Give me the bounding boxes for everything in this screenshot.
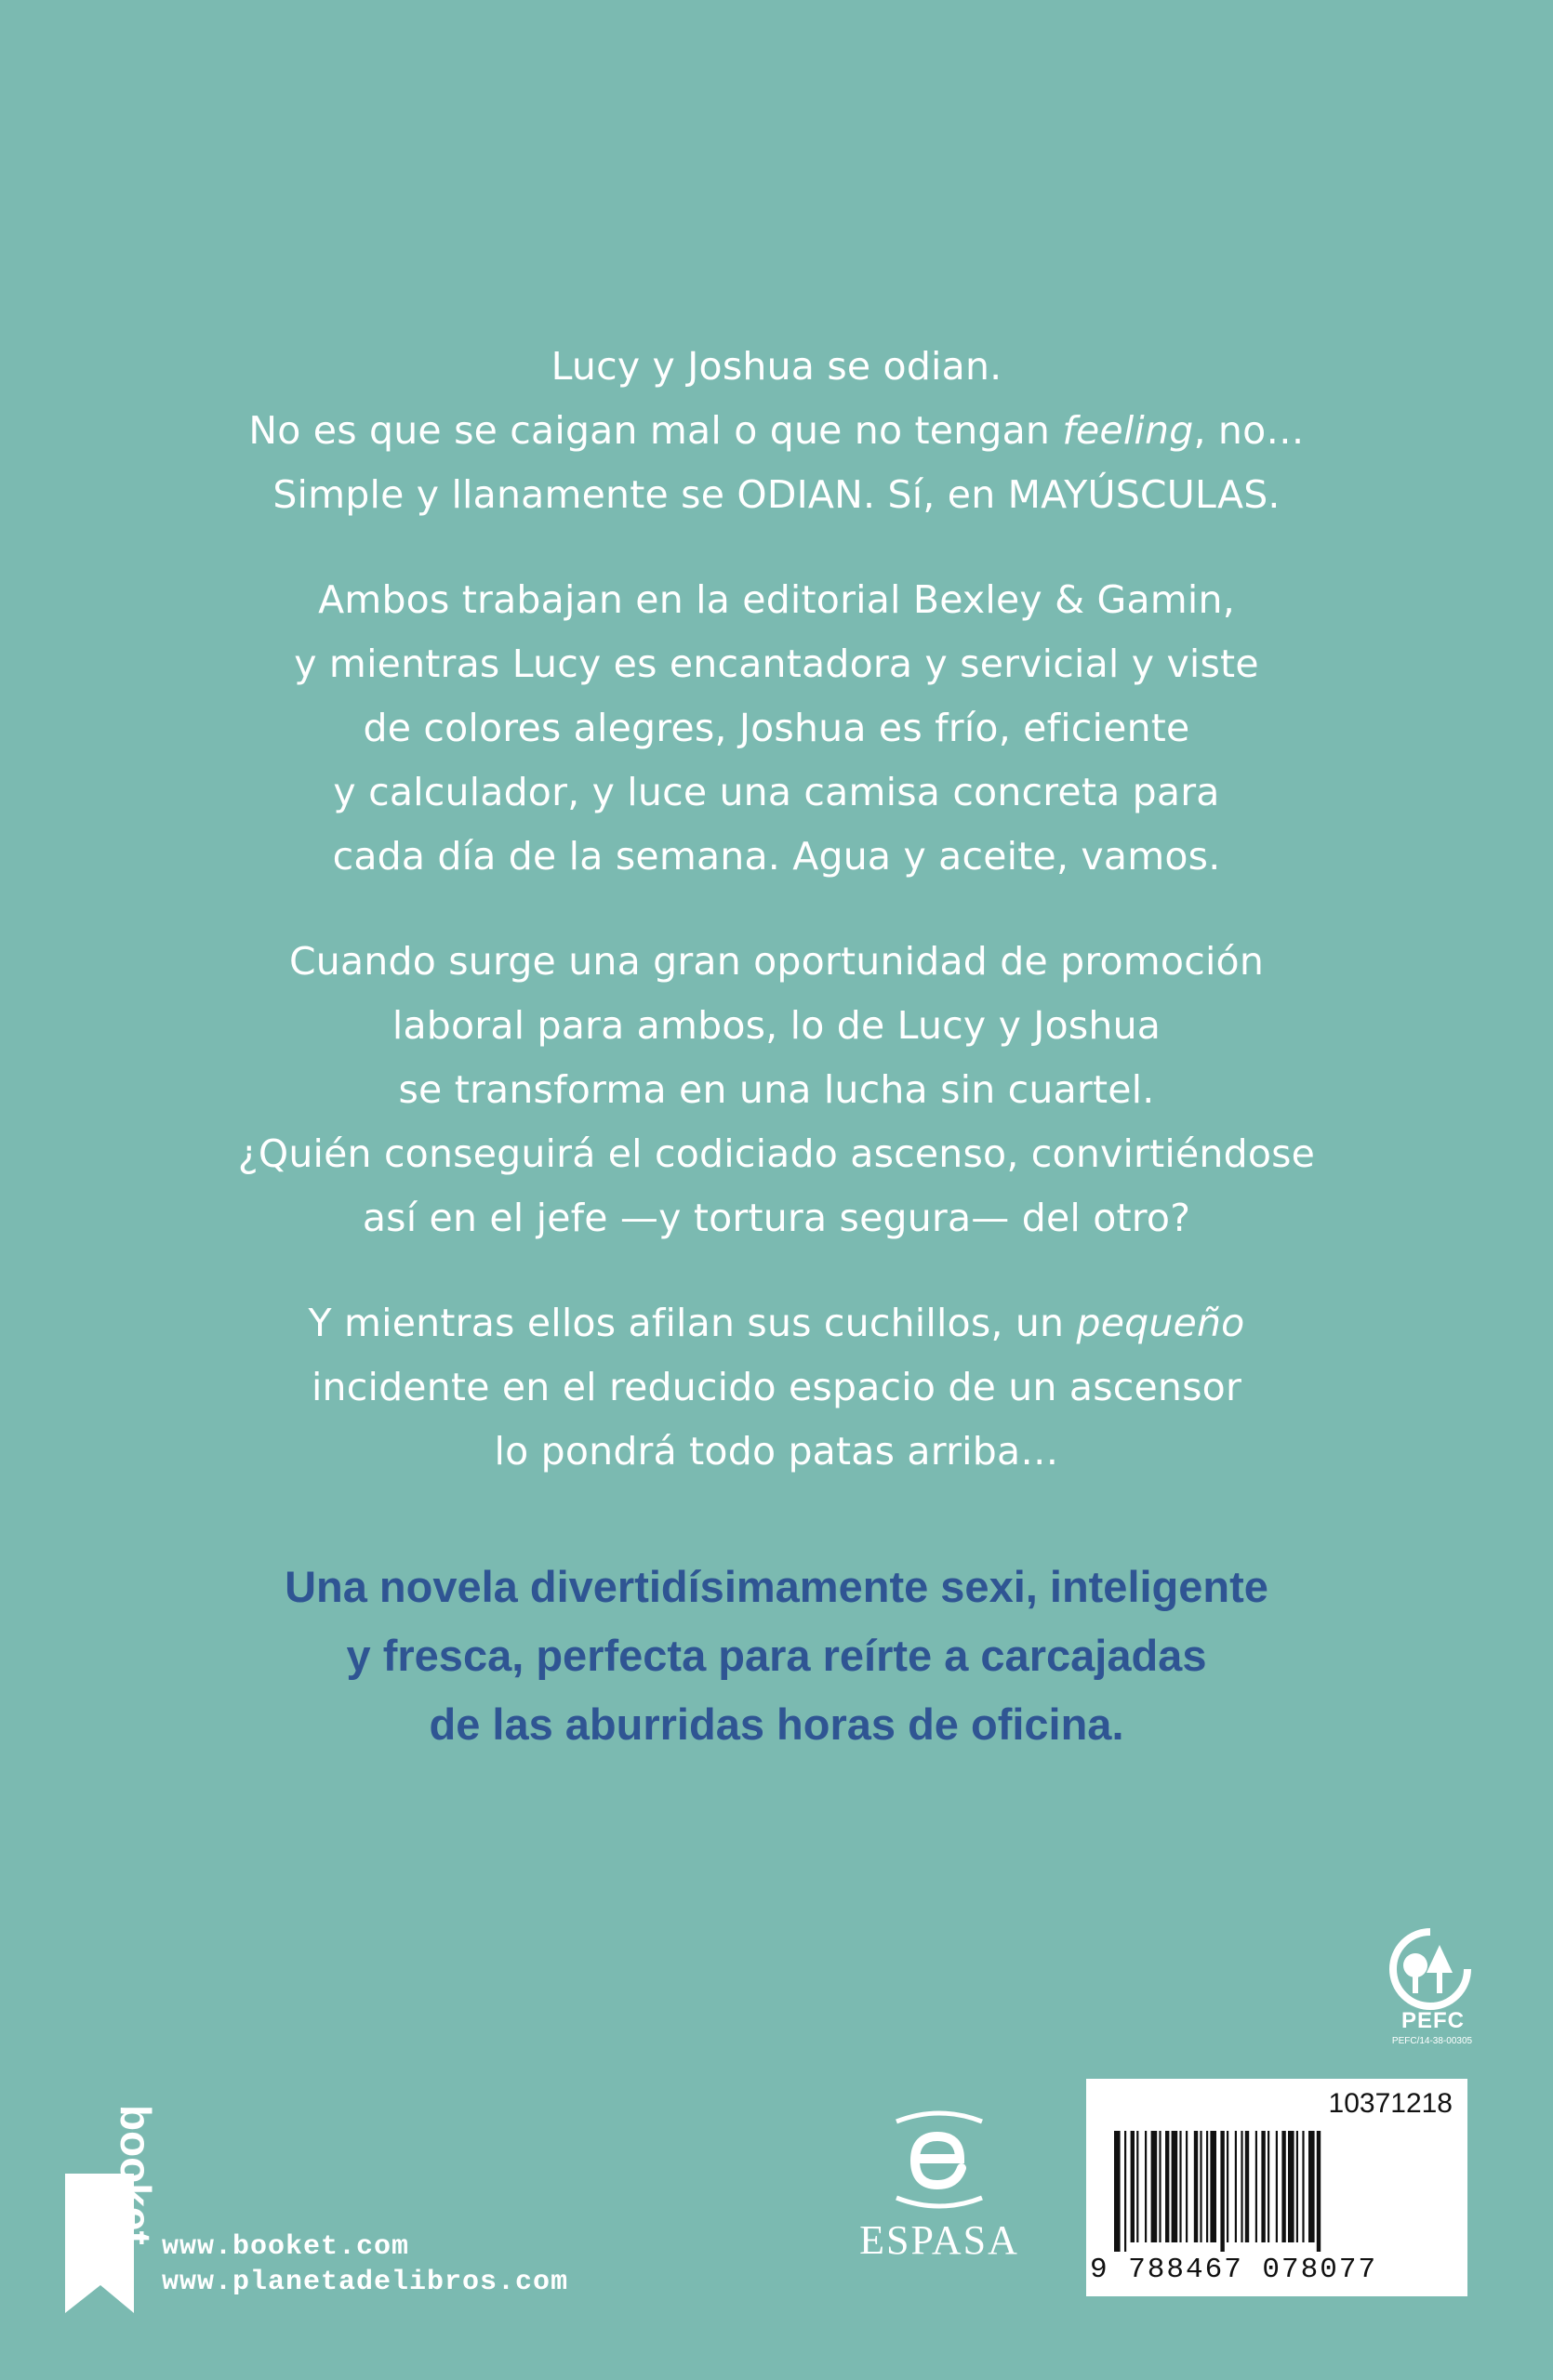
- blurb-paragraph-2: [0, 568, 1553, 889]
- blurb-line: Cuando surge una gran oportunidad de promoción: [288, 939, 1265, 984]
- barcode-bar: [1302, 2131, 1304, 2242]
- barcode-bar: [1317, 2131, 1321, 2252]
- blurb-line: Simple y llanamente se ODIAN. Sí, en MAYÚSCULAS.: [272, 472, 1281, 517]
- blurb-line: Ambos trabajan en la editorial Bexley & Gamin,: [318, 577, 1235, 622]
- barcode-bar: [1241, 2131, 1242, 2242]
- barcode-bar: [1255, 2131, 1257, 2242]
- blurb-line: Y mientras ellos afilan sus cuchillos, un pequeño: [308, 1301, 1245, 1345]
- barcode-bar: [1172, 2131, 1178, 2242]
- tagline: [0, 1553, 1553, 1759]
- barcode-bar: [1186, 2131, 1188, 2242]
- barcode-bar: [1288, 2131, 1294, 2242]
- blurb-line: No es que se caigan mal o que no tengan feeling, no…: [248, 408, 1305, 453]
- barcode-bar: [1227, 2131, 1228, 2242]
- pefc-code: PEFC/14-38-00305: [1391, 2036, 1473, 2046]
- back-cover-blurb: [0, 335, 1553, 1525]
- barcode-number: 10371218: [1328, 2088, 1453, 2119]
- barcode-bar: [1124, 2131, 1126, 2252]
- barcode-bar: [1179, 2131, 1181, 2242]
- booket-url-link[interactable]: www.booket.com: [162, 2231, 410, 2263]
- barcode: [1086, 2079, 1467, 2296]
- barcode-bar: [1200, 2131, 1201, 2242]
- barcode-bar: [1281, 2131, 1285, 2242]
- blurb-line: así en el jefe —y tortura segura— del otro?: [362, 1196, 1191, 1240]
- blurb-paragraph-3: [0, 930, 1553, 1250]
- barcode-bar: [1245, 2131, 1249, 2242]
- blurb-paragraph-4: [0, 1291, 1553, 1484]
- barcode-bar: [1114, 2131, 1121, 2252]
- espasa-e-icon: [883, 2109, 995, 2211]
- blurb-line: incidente en el reducido espacio de un ascensor: [311, 1365, 1242, 1409]
- blurb-paragraph-1: [0, 335, 1553, 527]
- barcode-bar: [1308, 2131, 1315, 2242]
- barcode-bar: [1261, 2131, 1265, 2242]
- blurb-line: cada día de la semana. Agua y aceite, vamos.: [332, 834, 1221, 879]
- barcode-bar: [1296, 2131, 1298, 2242]
- barcode-bar: [1131, 2131, 1135, 2242]
- barcode-bar: [1159, 2131, 1161, 2242]
- barcode-bars: [1114, 2131, 1449, 2252]
- blurb-line: se transforma en una lucha sin cuartel.: [398, 1067, 1155, 1112]
- tagline-line: de las aburridas horas de oficina.: [429, 1699, 1124, 1749]
- blurb-line: lo pondrá todo patas arriba…: [494, 1429, 1059, 1474]
- blurb-line: y mientras Lucy es encantadora y servicial y viste: [294, 641, 1259, 686]
- barcode-bar: [1276, 2131, 1278, 2242]
- blurb-line: de colores alegres, Joshua es frío, eficiente: [363, 706, 1190, 750]
- publisher-name: ESPASA: [859, 2217, 1019, 2263]
- blurb-line: Lucy y Joshua se odian.: [551, 344, 1002, 389]
- barcode-bar: [1151, 2131, 1158, 2242]
- pefc-label: PEFC: [1400, 2008, 1465, 2033]
- barcode-bar: [1136, 2131, 1138, 2242]
- tagline-line: y fresca, perfecta para reírte a carcajadas: [346, 1631, 1207, 1680]
- blurb-line: ¿Quién conseguirá el codiciado ascenso, convirtiéndose: [237, 1131, 1316, 1176]
- barcode-bar: [1210, 2131, 1216, 2242]
- isbn-digits: 9 788467 078077: [1090, 2254, 1378, 2286]
- blurb-line: y calculador, y luce una camisa concreta para: [333, 770, 1220, 814]
- blurb-line: laboral para ambos, lo de Lucy y Joshua: [392, 1003, 1161, 1048]
- barcode-bar: [1145, 2131, 1147, 2242]
- tagline-line: Una novela divertidísimamente sexi, inteligente: [285, 1562, 1268, 1611]
- booket-logo: [56, 2099, 160, 2313]
- barcode-bar: [1220, 2131, 1224, 2252]
- barcode-bar: [1268, 2131, 1269, 2242]
- barcode-bar: [1194, 2131, 1198, 2242]
- imprint-urls: [162, 2229, 568, 2300]
- planeta-url-link[interactable]: www.planetadelibros.com: [162, 2267, 569, 2298]
- barcode-bar: [1165, 2131, 1169, 2242]
- barcode-bar: [1206, 2131, 1208, 2242]
- svg-text:booket: booket: [112, 2105, 160, 2245]
- barcode-bar: [1235, 2131, 1237, 2242]
